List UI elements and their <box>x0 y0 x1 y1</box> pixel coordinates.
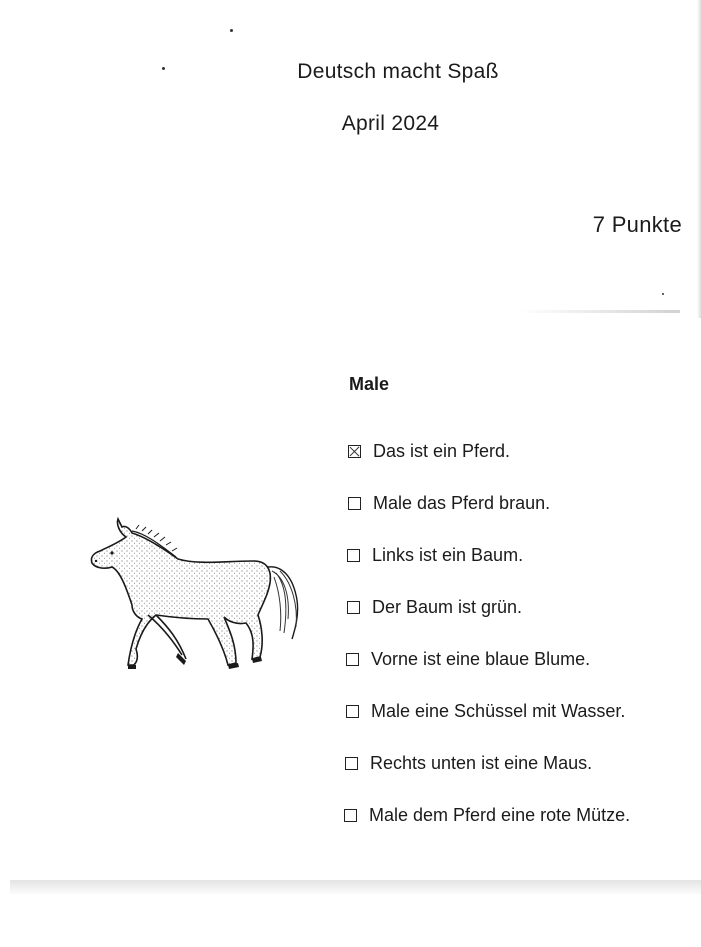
page-title: Deutsch macht Spaß <box>297 60 499 83</box>
checkbox-icon[interactable] <box>345 757 358 770</box>
section-heading: Male <box>349 374 390 394</box>
task-label: Male das Pferd braun. <box>373 492 551 513</box>
task-label: Der Baum ist grün. <box>372 596 523 617</box>
points-label: 7 Punkte <box>592 212 682 237</box>
checkbox-icon[interactable] <box>347 549 360 562</box>
task-item[interactable] <box>347 581 633 633</box>
horse-icon <box>86 515 316 675</box>
task-label: Male eine Schüssel mit Wasser. <box>371 700 626 721</box>
task-label: Das ist ein Pferd. <box>373 440 511 461</box>
task-label: Rechts unten ist eine Maus. <box>370 752 593 773</box>
task-item[interactable] <box>346 633 632 685</box>
task-label: Links ist ein Baum. <box>372 544 524 565</box>
task-label: Male dem Pferd eine rote Mütze. <box>369 804 631 825</box>
checkbox-icon[interactable] <box>344 809 357 822</box>
task-item[interactable] <box>348 425 634 477</box>
checkbox-icon[interactable] <box>346 653 359 666</box>
task-item[interactable] <box>348 477 634 529</box>
divider-line <box>520 310 680 313</box>
task-item[interactable] <box>347 529 633 581</box>
scan-edge-shadow <box>697 0 701 318</box>
checkbox-icon[interactable] <box>348 497 361 510</box>
task-item[interactable] <box>345 737 631 789</box>
scan-speck <box>662 293 664 295</box>
task-item[interactable] <box>344 789 630 841</box>
task-label: Vorne ist eine blaue Blume. <box>371 648 591 669</box>
page-date: April 2024 <box>341 112 440 135</box>
scan-bottom-shadow <box>10 880 701 894</box>
checkbox-icon[interactable] <box>346 705 359 718</box>
task-item[interactable] <box>346 685 632 737</box>
scan-speck <box>230 29 233 32</box>
checkbox-icon[interactable] <box>347 601 360 614</box>
task-list <box>344 425 630 841</box>
checkbox-checked-icon[interactable] <box>348 445 361 458</box>
